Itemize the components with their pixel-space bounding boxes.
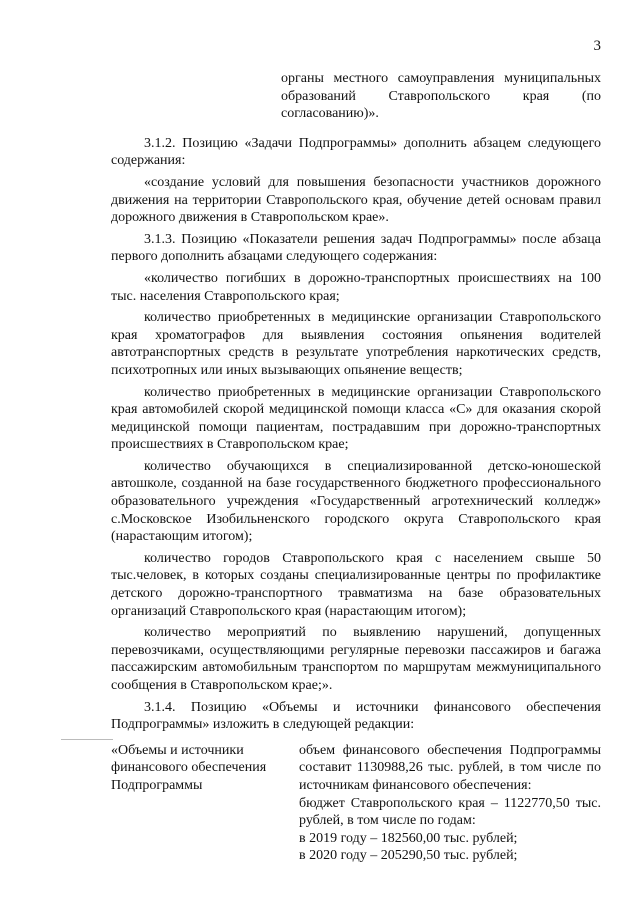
- paragraph: количество мероприятий по выявлению нарушений, допущенных перевозчиками, осуществляющими регулярные перевозки пассажиров и багажа пассажирским автомобильным транспортом по маршрутам межмуниципального сообщения в Ставропольском крае;».: [111, 625, 601, 693]
- paragraph: 3.1.2. Позицию «Задачи Подпрограммы» дополнить абзацем следующего содержания:: [111, 135, 601, 169]
- table-label-cell: «Объемы и источники финансового обеспечения Подпрограммы: [111, 742, 267, 793]
- paragraph: количество приобретенных в медицинские организации Ставропольского края автомобилей скорой медицинской помощи класса «С» для оказания скорой медицинской помощи пациентам, пострадавшим при дорожно-транспортных происшествиях в Ставропольском крае;: [111, 384, 601, 453]
- page-number: 3: [593, 38, 601, 54]
- paragraph: количество обучающихся в специализированной детско-юношеской автошколе, созданной на базе государственного бюджетного профессионального образовательного учреждения «Государственный агротехнический колледж» с.Московское Изобильненского городского округа Ставропольского края (нарастающим итогом);: [111, 458, 601, 545]
- paragraph: количество городов Ставропольского края с населением свыше 50 тыс.человек, в которых созданы специализированные центры по профилактике детского дорожно-транспортного травматизма на базе образовательных организаций Ставропольского края (нарастающим итогом);: [111, 550, 601, 619]
- intro-continuation: органы местного самоуправления муниципальных образований Ставропольского края (по согласованию)».: [281, 71, 601, 122]
- paragraph: количество приобретенных в медицинские организации Ставропольского края хроматографов для выявления состояния опьянения водителей автотранспортных средств в результате употребления наркотических средств, психотропных или иных вызывающих опьянение веществ;: [111, 310, 601, 378]
- financing-line: объем финансового обеспечения Подпрограммы составит 1130988,26 тыс. рублей, в том числе по источникам финансового обеспечения:: [299, 742, 601, 793]
- financing-table: [111, 742, 601, 865]
- paragraph: 3.1.3. Позицию «Показатели решения задач Подпрограммы» после абзаца первого дополнить абзацами следующего содержания:: [111, 231, 601, 265]
- table-value-cell: [299, 742, 601, 865]
- document-body: [111, 70, 601, 865]
- table-row: [111, 742, 601, 865]
- financing-line: бюджет Ставропольского края – 1122770,50 тыс. рублей, в том числе по годам:: [299, 795, 601, 829]
- scan-line: [61, 739, 113, 740]
- paragraph: 3.1.4. Позицию «Объемы и источники финансового обеспечения Подпрограммы» изложить в следующей редакции:: [111, 699, 601, 733]
- financing-line: в 2020 году – 205290,50 тыс. рублей;: [299, 848, 518, 864]
- paragraph: «создание условий для повышения безопасности участников дорожного движения на территории Ставропольского края, обучение детей основам правил дорожного движения в Ставропольском крае».: [111, 174, 601, 226]
- paragraph: «количество погибших в дорожно-транспортных происшествиях на 100 тыс. населения Ставропольского края;: [111, 270, 601, 304]
- financing-line: в 2019 году – 182560,00 тыс. рублей;: [299, 830, 518, 846]
